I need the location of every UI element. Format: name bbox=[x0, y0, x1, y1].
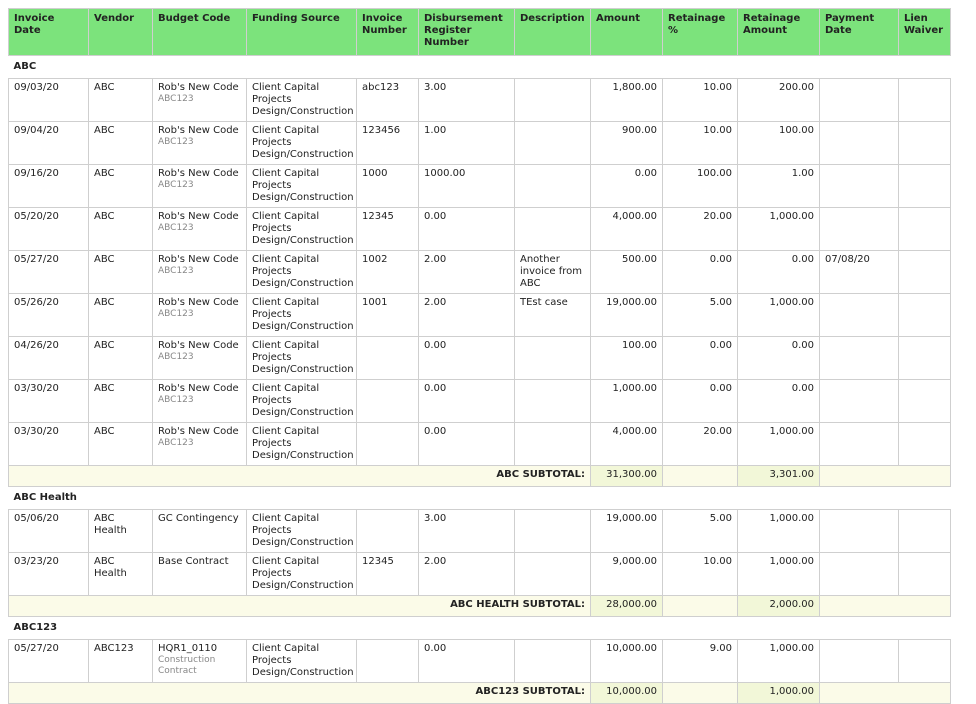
amount-cell: 900.00 bbox=[591, 122, 663, 165]
retainage-amount-cell: 0.00 bbox=[738, 380, 820, 423]
retainage-pct-cell: 5.00 bbox=[663, 294, 738, 337]
description-cell bbox=[515, 79, 591, 122]
invoice-number-cell: abc123 bbox=[357, 79, 419, 122]
budget-code-cell bbox=[153, 165, 247, 208]
payment-date-cell bbox=[820, 337, 899, 380]
budget-code-cell bbox=[153, 251, 247, 294]
budget-code-name: Rob's New Code bbox=[158, 125, 239, 136]
subtotal-amount: 31,300.00 bbox=[591, 466, 663, 487]
col-invoice-date[interactable]: Invoice Date bbox=[9, 9, 89, 56]
group-header-row bbox=[9, 617, 951, 640]
description-cell bbox=[515, 423, 591, 466]
vendor-cell: ABC bbox=[89, 380, 153, 423]
funding-source-cell: Client Capital Projects Design/Construction bbox=[247, 640, 357, 683]
invoice-date-cell: 05/06/20 bbox=[9, 510, 89, 553]
retainage-pct-cell: 10.00 bbox=[663, 79, 738, 122]
lien-waiver-cell bbox=[899, 294, 951, 337]
invoice-number-cell: 1002 bbox=[357, 251, 419, 294]
retainage-pct-cell: 10.00 bbox=[663, 553, 738, 596]
funding-source-cell: Client Capital Projects Design/Construction bbox=[247, 79, 357, 122]
disbursement-register-cell: 3.00 bbox=[419, 79, 515, 122]
budget-code-name: Rob's New Code bbox=[158, 168, 239, 179]
vendor-cell: ABC Health bbox=[89, 553, 153, 596]
budget-code-cell bbox=[153, 510, 247, 553]
lien-waiver-cell bbox=[899, 208, 951, 251]
col-disbursement-register[interactable]: Disbursement Register Number bbox=[419, 9, 515, 56]
group-name: ABC bbox=[9, 56, 951, 79]
col-description[interactable]: Description bbox=[515, 9, 591, 56]
group-name: ABC Health bbox=[9, 487, 951, 510]
payment-date-cell bbox=[820, 380, 899, 423]
table-row[interactable] bbox=[9, 165, 951, 208]
table-row[interactable] bbox=[9, 208, 951, 251]
subtotal-row bbox=[9, 466, 951, 487]
description-cell bbox=[515, 122, 591, 165]
budget-code-name: Rob's New Code bbox=[158, 211, 239, 222]
subtotal-label: ABC HEALTH SUBTOTAL: bbox=[9, 596, 591, 617]
budget-code-cell bbox=[153, 640, 247, 683]
invoice-number-cell: 123456 bbox=[357, 122, 419, 165]
group-name: ABC123 bbox=[9, 617, 951, 640]
vendor-cell: ABC123 bbox=[89, 640, 153, 683]
invoice-number-cell bbox=[357, 337, 419, 380]
amount-cell: 9,000.00 bbox=[591, 553, 663, 596]
budget-code-name: Rob's New Code bbox=[158, 297, 239, 308]
table-row[interactable] bbox=[9, 640, 951, 683]
lien-waiver-cell bbox=[899, 165, 951, 208]
vendor-cell: ABC bbox=[89, 251, 153, 294]
funding-source-cell: Client Capital Projects Design/Construction bbox=[247, 165, 357, 208]
budget-code-sub: ABC123 bbox=[158, 266, 194, 276]
retainage-amount-cell: 1,000.00 bbox=[738, 423, 820, 466]
retainage-pct-cell: 100.00 bbox=[663, 165, 738, 208]
amount-cell: 19,000.00 bbox=[591, 510, 663, 553]
budget-code-sub: ABC123 bbox=[158, 94, 194, 104]
col-vendor[interactable]: Vendor bbox=[89, 9, 153, 56]
budget-code-name: GC Contingency bbox=[158, 513, 239, 524]
budget-code-sub: ABC123 bbox=[158, 223, 194, 233]
table-row[interactable] bbox=[9, 553, 951, 596]
table-row[interactable] bbox=[9, 122, 951, 165]
amount-cell: 4,000.00 bbox=[591, 423, 663, 466]
table-row[interactable] bbox=[9, 79, 951, 122]
disbursement-register-cell: 2.00 bbox=[419, 294, 515, 337]
payment-date-cell bbox=[820, 640, 899, 683]
subtotal-row bbox=[9, 683, 951, 704]
retainage-pct-cell: 0.00 bbox=[663, 337, 738, 380]
col-budget-code[interactable]: Budget Code bbox=[153, 9, 247, 56]
funding-source-cell: Client Capital Projects Design/Construction bbox=[247, 380, 357, 423]
subtotal-amount: 10,000.00 bbox=[591, 683, 663, 704]
retainage-amount-cell: 1,000.00 bbox=[738, 640, 820, 683]
budget-code-cell bbox=[153, 122, 247, 165]
amount-cell: 19,000.00 bbox=[591, 294, 663, 337]
payment-date-cell bbox=[820, 122, 899, 165]
payment-date-cell bbox=[820, 165, 899, 208]
lien-waiver-cell bbox=[899, 337, 951, 380]
funding-source-cell: Client Capital Projects Design/Construction bbox=[247, 208, 357, 251]
invoice-date-cell: 05/20/20 bbox=[9, 208, 89, 251]
subtotal-spacer bbox=[820, 466, 951, 487]
retainage-pct-cell: 20.00 bbox=[663, 423, 738, 466]
invoice-number-cell bbox=[357, 380, 419, 423]
invoice-number-cell bbox=[357, 423, 419, 466]
subtotal-retainage: 2,000.00 bbox=[738, 596, 820, 617]
col-retainage-amount[interactable]: Retainage Amount bbox=[738, 9, 820, 56]
disbursement-register-cell: 1.00 bbox=[419, 122, 515, 165]
vendor-cell: ABC bbox=[89, 423, 153, 466]
retainage-pct-cell: 9.00 bbox=[663, 640, 738, 683]
subtotal-spacer bbox=[663, 683, 738, 704]
payment-date-cell bbox=[820, 208, 899, 251]
budget-code-name: Rob's New Code bbox=[158, 254, 239, 265]
vendor-cell: ABC bbox=[89, 294, 153, 337]
table-row[interactable] bbox=[9, 337, 951, 380]
description-cell bbox=[515, 640, 591, 683]
table-row[interactable] bbox=[9, 251, 951, 294]
budget-code-cell bbox=[153, 380, 247, 423]
subtotal-retainage: 3,301.00 bbox=[738, 466, 820, 487]
payment-date-cell bbox=[820, 510, 899, 553]
invoice-date-cell: 09/16/20 bbox=[9, 165, 89, 208]
budget-code-sub: ABC123 bbox=[158, 395, 194, 405]
budget-code-name: Rob's New Code bbox=[158, 82, 239, 93]
funding-source-cell: Client Capital Projects Design/Construction bbox=[247, 294, 357, 337]
payment-date-cell bbox=[820, 79, 899, 122]
retainage-amount-cell: 100.00 bbox=[738, 122, 820, 165]
invoice-number-cell: 1001 bbox=[357, 294, 419, 337]
col-funding-source[interactable]: Funding Source bbox=[247, 9, 357, 56]
funding-source-cell: Client Capital Projects Design/Construction bbox=[247, 553, 357, 596]
description-cell bbox=[515, 208, 591, 251]
group-header-row bbox=[9, 56, 951, 79]
invoice-number-cell bbox=[357, 510, 419, 553]
table-row[interactable] bbox=[9, 294, 951, 337]
vendor-cell: ABC bbox=[89, 79, 153, 122]
budget-code-cell bbox=[153, 208, 247, 251]
description-cell: TEst case bbox=[515, 294, 591, 337]
retainage-amount-cell: 1,000.00 bbox=[738, 510, 820, 553]
budget-code-cell bbox=[153, 553, 247, 596]
col-invoice-number[interactable]: Invoice Number bbox=[357, 9, 419, 56]
disbursement-register-cell: 3.00 bbox=[419, 510, 515, 553]
description-cell: Another invoice from ABC bbox=[515, 251, 591, 294]
subtotal-spacer bbox=[663, 466, 738, 487]
budget-code-name: Rob's New Code bbox=[158, 426, 239, 437]
disbursement-register-cell: 0.00 bbox=[419, 208, 515, 251]
lien-waiver-cell bbox=[899, 251, 951, 294]
subtotal-label: ABC123 SUBTOTAL: bbox=[9, 683, 591, 704]
table-body bbox=[9, 56, 951, 704]
subtotal-retainage: 1,000.00 bbox=[738, 683, 820, 704]
amount-cell: 500.00 bbox=[591, 251, 663, 294]
description-cell bbox=[515, 165, 591, 208]
invoice-number-cell bbox=[357, 640, 419, 683]
funding-source-cell: Client Capital Projects Design/Construction bbox=[247, 510, 357, 553]
disbursement-register-cell: 2.00 bbox=[419, 251, 515, 294]
vendor-cell: ABC Health bbox=[89, 510, 153, 553]
col-retainage-pct[interactable]: Retainage % bbox=[663, 9, 738, 56]
invoice-number-cell: 12345 bbox=[357, 208, 419, 251]
amount-cell: 0.00 bbox=[591, 165, 663, 208]
invoice-date-cell: 09/04/20 bbox=[9, 122, 89, 165]
payment-date-cell bbox=[820, 294, 899, 337]
budget-code-cell bbox=[153, 294, 247, 337]
lien-waiver-cell bbox=[899, 553, 951, 596]
invoice-number-cell: 12345 bbox=[357, 553, 419, 596]
table-row[interactable] bbox=[9, 510, 951, 553]
invoice-report-table bbox=[8, 8, 951, 704]
disbursement-register-cell: 0.00 bbox=[419, 640, 515, 683]
disbursement-register-cell: 0.00 bbox=[419, 337, 515, 380]
retainage-pct-cell: 0.00 bbox=[663, 251, 738, 294]
invoice-date-cell: 05/27/20 bbox=[9, 251, 89, 294]
funding-source-cell: Client Capital Projects Design/Construction bbox=[247, 423, 357, 466]
budget-code-sub: Construction Contract bbox=[158, 655, 216, 676]
retainage-pct-cell: 5.00 bbox=[663, 510, 738, 553]
table-row[interactable] bbox=[9, 423, 951, 466]
budget-code-sub: ABC123 bbox=[158, 180, 194, 190]
retainage-amount-cell: 1,000.00 bbox=[738, 294, 820, 337]
amount-cell: 4,000.00 bbox=[591, 208, 663, 251]
budget-code-cell bbox=[153, 79, 247, 122]
budget-code-cell bbox=[153, 423, 247, 466]
group-header-row bbox=[9, 487, 951, 510]
description-cell bbox=[515, 337, 591, 380]
retainage-amount-cell: 200.00 bbox=[738, 79, 820, 122]
vendor-cell: ABC bbox=[89, 122, 153, 165]
budget-code-sub: ABC123 bbox=[158, 438, 194, 448]
disbursement-register-cell: 1000.00 bbox=[419, 165, 515, 208]
invoice-date-cell: 03/30/20 bbox=[9, 423, 89, 466]
invoice-date-cell: 03/23/20 bbox=[9, 553, 89, 596]
retainage-pct-cell: 0.00 bbox=[663, 380, 738, 423]
funding-source-cell: Client Capital Projects Design/Construction bbox=[247, 251, 357, 294]
lien-waiver-cell bbox=[899, 510, 951, 553]
retainage-pct-cell: 20.00 bbox=[663, 208, 738, 251]
budget-code-name: Base Contract bbox=[158, 556, 229, 567]
col-payment-date[interactable]: Payment Date bbox=[820, 9, 899, 56]
budget-code-cell bbox=[153, 337, 247, 380]
lien-waiver-cell bbox=[899, 122, 951, 165]
lien-waiver-cell bbox=[899, 423, 951, 466]
subtotal-spacer bbox=[663, 596, 738, 617]
amount-cell: 1,000.00 bbox=[591, 380, 663, 423]
lien-waiver-cell bbox=[899, 79, 951, 122]
budget-code-name: HQR1_0110 bbox=[158, 643, 218, 654]
disbursement-register-cell: 2.00 bbox=[419, 553, 515, 596]
disbursement-register-cell: 0.00 bbox=[419, 423, 515, 466]
invoice-date-cell: 03/30/20 bbox=[9, 380, 89, 423]
vendor-cell: ABC bbox=[89, 337, 153, 380]
subtotal-label: ABC SUBTOTAL: bbox=[9, 466, 591, 487]
vendor-cell: ABC bbox=[89, 165, 153, 208]
payment-date-cell bbox=[820, 553, 899, 596]
col-amount[interactable]: Amount bbox=[591, 9, 663, 56]
subtotal-spacer bbox=[820, 683, 951, 704]
lien-waiver-cell bbox=[899, 640, 951, 683]
amount-cell: 100.00 bbox=[591, 337, 663, 380]
retainage-amount-cell: 1,000.00 bbox=[738, 208, 820, 251]
retainage-amount-cell: 1,000.00 bbox=[738, 553, 820, 596]
payment-date-cell bbox=[820, 423, 899, 466]
invoice-date-cell: 04/26/20 bbox=[9, 337, 89, 380]
table-row[interactable] bbox=[9, 380, 951, 423]
subtotal-spacer bbox=[820, 596, 951, 617]
subtotal-amount: 28,000.00 bbox=[591, 596, 663, 617]
col-lien-waiver[interactable]: Lien Waiver bbox=[899, 9, 951, 56]
disbursement-register-cell: 0.00 bbox=[419, 380, 515, 423]
funding-source-cell: Client Capital Projects Design/Construction bbox=[247, 122, 357, 165]
table-header-row bbox=[9, 9, 951, 56]
budget-code-name: Rob's New Code bbox=[158, 340, 239, 351]
retainage-pct-cell: 10.00 bbox=[663, 122, 738, 165]
invoice-date-cell: 09/03/20 bbox=[9, 79, 89, 122]
budget-code-sub: ABC123 bbox=[158, 309, 194, 319]
budget-code-name: Rob's New Code bbox=[158, 383, 239, 394]
funding-source-cell: Client Capital Projects Design/Construction bbox=[247, 337, 357, 380]
description-cell bbox=[515, 510, 591, 553]
budget-code-sub: ABC123 bbox=[158, 352, 194, 362]
invoice-number-cell: 1000 bbox=[357, 165, 419, 208]
budget-code-sub: ABC123 bbox=[158, 137, 194, 147]
subtotal-row bbox=[9, 596, 951, 617]
amount-cell: 10,000.00 bbox=[591, 640, 663, 683]
description-cell bbox=[515, 380, 591, 423]
invoice-date-cell: 05/26/20 bbox=[9, 294, 89, 337]
retainage-amount-cell: 0.00 bbox=[738, 337, 820, 380]
lien-waiver-cell bbox=[899, 380, 951, 423]
description-cell bbox=[515, 553, 591, 596]
vendor-cell: ABC bbox=[89, 208, 153, 251]
retainage-amount-cell: 0.00 bbox=[738, 251, 820, 294]
invoice-date-cell: 05/27/20 bbox=[9, 640, 89, 683]
retainage-amount-cell: 1.00 bbox=[738, 165, 820, 208]
amount-cell: 1,800.00 bbox=[591, 79, 663, 122]
payment-date-cell: 07/08/20 bbox=[820, 251, 899, 294]
